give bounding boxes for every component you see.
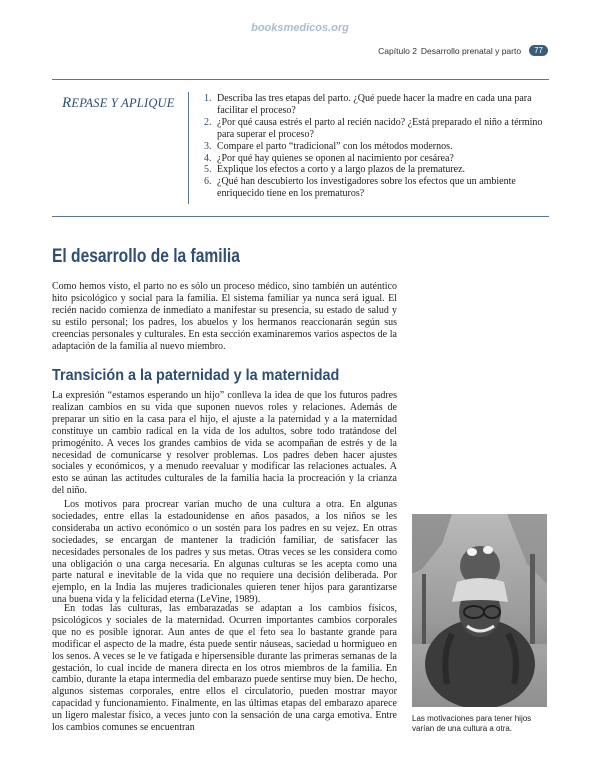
body-paragraph: En todas las culturas, las embarazadas se adaptan a los cambios físicos, psicológicos y sociales de la maternidad. Ocurren importantes cambios corporales que no es posible ignorar. Aun antes de que el feto sea lo bastante grande para modificar el aspecto de la madre, ésta puede sentir náuseas, saciedad u hormigueo en los senos. A veces se le ve fatigada e hipersensible durante las primeras semanas de la gestación, lo cual incide de manera directa en los otros miembros de la familia. En cambio, durante la etapa intermedia del embarazo puede sentirse muy bien. De hecho, algunos sistemas corporales, entre ellos el circulatorio, pueden mostrar mayor capacidad y funcionamiento. Finalmente, en las últimas etapas del embarazo aparece un ligero malestar físico, a veces junto con la sensación de una carga emotiva. Entre los cambios comunes se encuentran	[52, 603, 397, 734]
question-number: 6.	[204, 176, 212, 188]
body-paragraph: Los motivos para procrear varían mucho de una cultura a otra. En algunas sociedades, entre ellas la estadounidense en años pasados, a los niños se les consideraba un activo económico o un sostén para los padres en su vejez. En otras sociedades, se encargan de mantener la tradición familiar, de satisfacer las necesidades personales de los padres y sus metas. Otras veces se les considera como una obligación o una carga necesaria. En algunas culturas se les acepta como una parte natural e inevitable de la vida que no requiere una decisión deliberada. Por ejemplo, en la India las mujeres tradicionales quieren tener hijos para garantizarse una buena vida y la felicidad eterna (LeVine, 1989).	[52, 499, 397, 606]
watermark: booksmedicos.org	[251, 22, 349, 34]
question-text: ¿Por qué causa estrés el parto al recién nacido? ¿Está preparado el niño a término para superar el proceso?	[217, 116, 543, 140]
review-question	[204, 153, 544, 165]
question-text: Describa las tres etapas del parto. ¿Qué puede hacer la madre en cada una para facilitar el proceso?	[217, 93, 532, 116]
question-text: ¿Por qué hay quienes se oponen al nacimiento por cesárea?	[217, 152, 454, 164]
question-number: 3.	[204, 140, 212, 152]
intro-paragraph: Como hemos visto, el parto no es sólo un proceso médico, sino también un auténtico hito psicológico y social para la familia. El sistema familiar ya nunca será igual. El recién nacido comienza de inmediato a manifestar su presencia, su estado de salud y su estilo personal; los padres, los abuelos y los hermanos reaccionarán según sus creencias personales y culturales. En esta sección examinaremos varios aspectos de la adaptación de la familia al nuevo miembro.	[52, 281, 397, 352]
review-bottom-rule	[52, 216, 549, 217]
body-paragraph: La expresión “estamos esperando un hijo” conlleva la idea de que los futuros padres realizan cambios en su vida que suponen nuevos roles y relaciones. Además de preparar un sitio en la casa para el hijo, el ajuste a la paternidad y a la maternidad constituye un cambio radical en la vida de los adultos, sobre todo tratándose del primogénito. A veces los grandes cambios de vida se acompañan de estrés y de la necesidad de comunicarse y resolver problemas. Los padres deben hacer ajustes sociales y económicos, y a menudo reevaluar y modificar las relaciones actuales. A esto se aúnan las actitudes culturales de la familia hacia la procreación y la crianza del niño.	[52, 390, 397, 497]
question-text: Compare el parto “tradicional” con los métodos modernos.	[217, 140, 453, 152]
question-number: 1.	[204, 93, 212, 104]
photo-caption: Las motivaciones para tener hijos varían de una cultura a otra.	[412, 714, 532, 733]
question-number: 2.	[204, 116, 212, 128]
question-number: 5.	[204, 164, 212, 176]
section-title: El desarrollo de la familia	[52, 246, 240, 267]
review-question-list	[204, 93, 544, 200]
review-question	[204, 164, 544, 176]
review-title-initial: R	[62, 95, 72, 111]
running-head	[378, 45, 548, 56]
review-question	[204, 93, 544, 117]
question-text: ¿Qué han descubierto los investigadores sobre los efectos que un ambiente enriquecido tiene en los prematuros?	[217, 176, 516, 200]
question-number: 4.	[204, 152, 212, 164]
review-question	[204, 176, 544, 200]
chapter-title: Desarrollo prenatal y parto	[420, 45, 522, 56]
review-box-title	[62, 95, 182, 112]
review-divider	[188, 92, 189, 204]
chapter-label: Capítulo 2	[378, 45, 417, 56]
question-text: Explique los efectos a corto y a largo plazos de la prematurez.	[217, 164, 466, 176]
review-top-rule	[52, 79, 549, 80]
review-title-rest: EPASE Y APLIQUE	[71, 96, 175, 110]
review-question	[204, 141, 544, 153]
subsection-title: Transición a la paternidad y la maternidad	[52, 367, 340, 384]
page-number: 77	[529, 45, 548, 56]
family-photo	[412, 514, 547, 707]
review-question	[204, 117, 544, 141]
